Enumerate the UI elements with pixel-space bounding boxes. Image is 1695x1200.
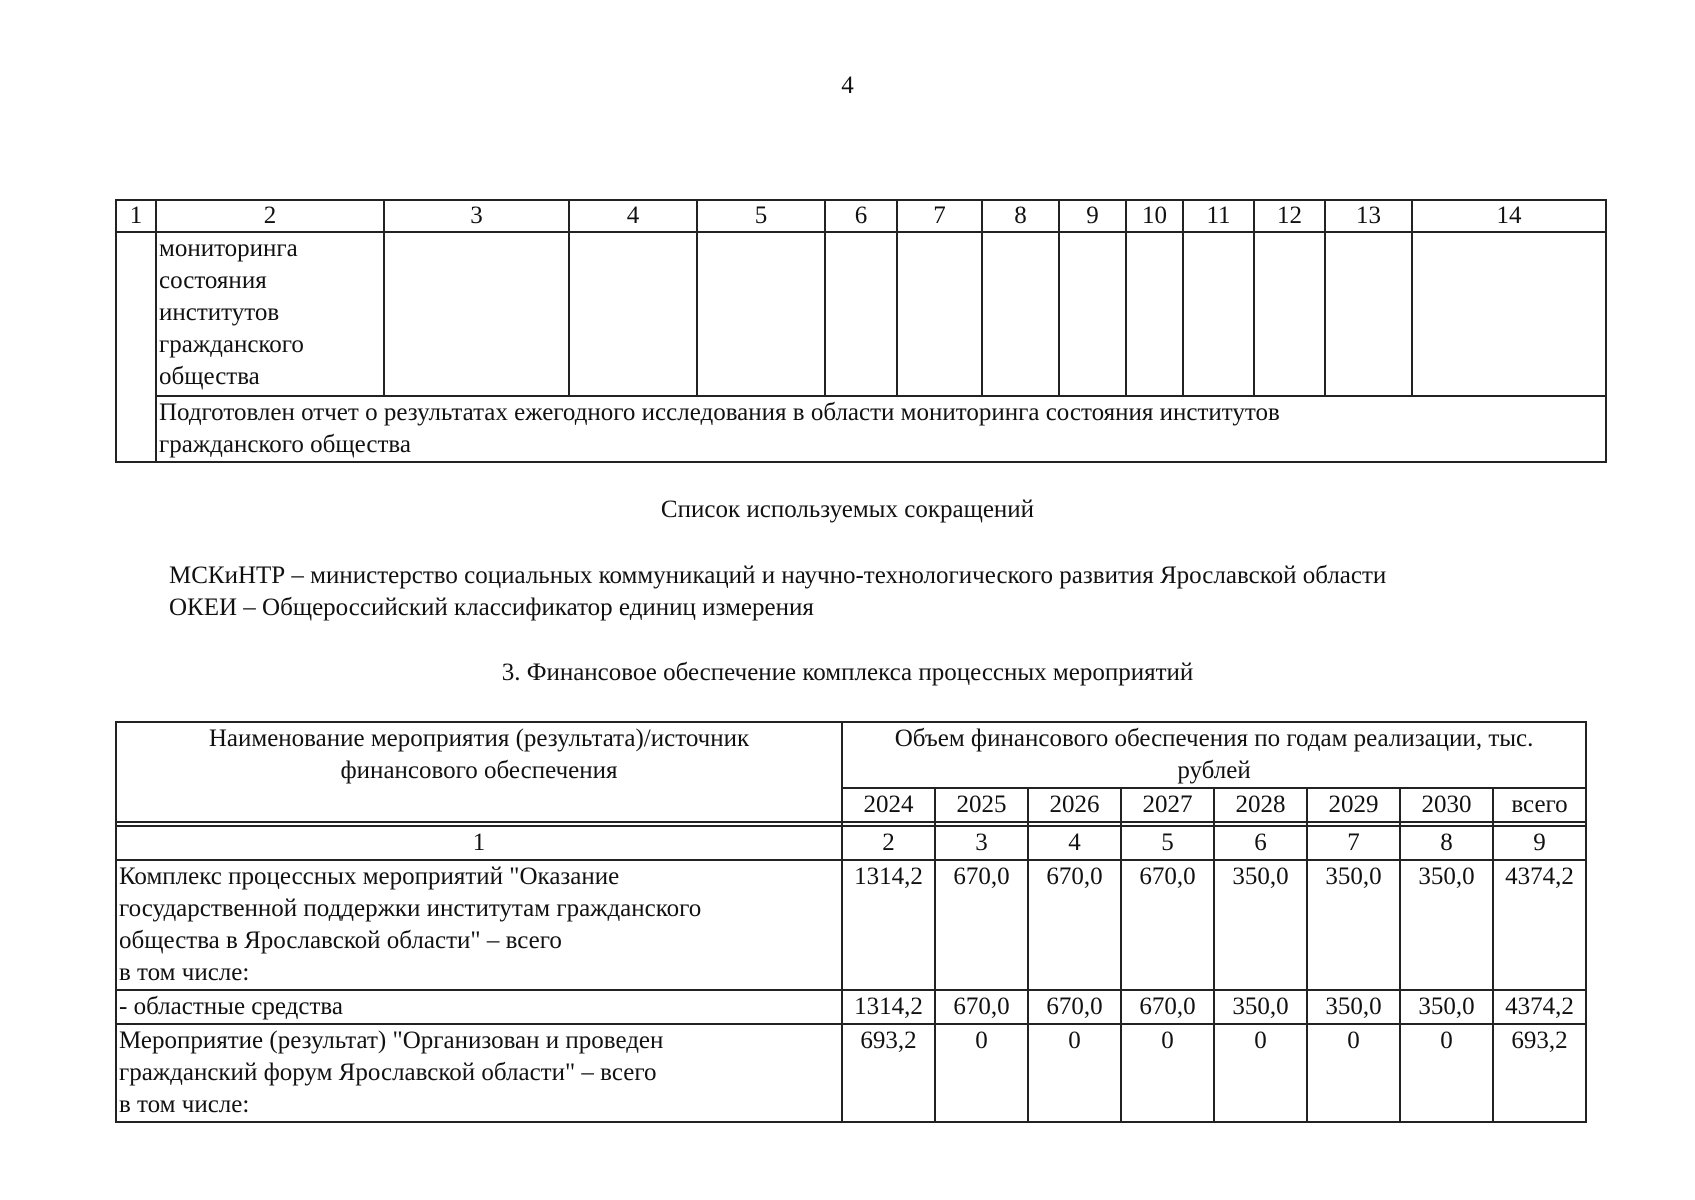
table-row (116, 232, 1606, 396)
column-number: 6 (825, 200, 897, 232)
name-header-cell: Наименование мероприятия (результата)/источник финансового обеспечения (116, 722, 842, 822)
value-cell: 670,0 (1121, 990, 1214, 1024)
column-numbers-row (116, 826, 1586, 860)
year-header: 2028 (1214, 788, 1307, 822)
abbreviations-title: Список используемых сокращений (660, 496, 1035, 523)
value-cell: 693,2 (842, 1024, 935, 1122)
results-table (115, 199, 1607, 463)
value-cell: 670,0 (1121, 860, 1214, 990)
value-cell: 0 (1121, 1024, 1214, 1122)
row-name-cell: Комплекс процессных мероприятий "Оказание государственной поддержки институтам гражданского общества в Ярославской области" – всего в том числе: (116, 860, 842, 990)
empty-cell (897, 232, 982, 396)
empty-cell (569, 232, 697, 396)
column-number: 2 (156, 200, 384, 232)
column-number: 1 (116, 200, 156, 232)
value-cell: 4374,2 (1493, 860, 1586, 990)
column-number: 4 (569, 200, 697, 232)
volume-header-cell: Объем финансового обеспечения по годам реализации, тыс. рублей (842, 722, 1586, 788)
year-header: 2029 (1307, 788, 1400, 822)
value-cell: 0 (1400, 1024, 1493, 1122)
table-header-row (116, 722, 1586, 788)
value-cell: 693,2 (1493, 1024, 1586, 1122)
result-cell: Подготовлен отчет о результатах ежегодного исследования в области мониторинга состояния институтов гражданского общества (156, 396, 1606, 462)
table-row (116, 1024, 1586, 1122)
empty-cell (1412, 232, 1606, 396)
value-cell: 350,0 (1214, 860, 1307, 990)
column-number: 10 (1126, 200, 1183, 232)
value-cell: 350,0 (1214, 990, 1307, 1024)
value-cell: 0 (935, 1024, 1028, 1122)
empty-cell (825, 232, 897, 396)
row-name-cell: Мероприятие (результат) "Организован и проведен гражданский форум Ярославской области" – всего в том числе: (116, 1024, 842, 1122)
page-number: 4 (841, 72, 854, 99)
column-number: 6 (1214, 826, 1307, 860)
column-number: 9 (1493, 826, 1586, 860)
value-cell: 0 (1028, 1024, 1121, 1122)
value-cell: 670,0 (935, 860, 1028, 990)
year-header: 2025 (935, 788, 1028, 822)
value-cell: 4374,2 (1493, 990, 1586, 1024)
value-cell: 670,0 (1028, 860, 1121, 990)
year-header: 2030 (1400, 788, 1493, 822)
column-number: 4 (1028, 826, 1121, 860)
financing-table (115, 721, 1587, 1123)
column-number: 1 (116, 826, 842, 860)
year-header: 2026 (1028, 788, 1121, 822)
value-cell: 670,0 (1028, 990, 1121, 1024)
value-cell: 350,0 (1400, 860, 1493, 990)
column-number: 7 (897, 200, 982, 232)
abbreviation-item: МСКиНТР – министерство социальных коммуникаций и научно-технологического развития Ярославской области (169, 562, 1387, 589)
empty-cell (1254, 232, 1325, 396)
column-number: 3 (935, 826, 1028, 860)
column-number: 13 (1325, 200, 1412, 232)
empty-cell (1059, 232, 1126, 396)
empty-cell (1325, 232, 1412, 396)
section-title: 3. Финансовое обеспечение комплекса процессных мероприятий (501, 659, 1194, 686)
column-number: 9 (1059, 200, 1126, 232)
empty-cell (1183, 232, 1254, 396)
column-number: 12 (1254, 200, 1325, 232)
table-row (116, 396, 1606, 462)
value-cell: 1314,2 (842, 990, 935, 1024)
table-row (116, 990, 1586, 1024)
value-cell: 350,0 (1400, 990, 1493, 1024)
empty-cell (1126, 232, 1183, 396)
table-header-row (116, 200, 1606, 232)
empty-cell (116, 232, 156, 462)
value-cell: 1314,2 (842, 860, 935, 990)
column-number: 8 (982, 200, 1059, 232)
column-number: 5 (697, 200, 825, 232)
value-cell: 0 (1307, 1024, 1400, 1122)
empty-cell (697, 232, 825, 396)
column-number: 2 (842, 826, 935, 860)
value-cell: 350,0 (1307, 860, 1400, 990)
column-number: 8 (1400, 826, 1493, 860)
column-number: 14 (1412, 200, 1606, 232)
row-name-cell: - областные средства (116, 990, 842, 1024)
row-name-cell: мониторинга состояния институтов гражданского общества (156, 232, 384, 396)
year-header: всего (1493, 788, 1586, 822)
table-row (116, 860, 1586, 990)
abbreviation-item: ОКЕИ – Общероссийский классификатор единиц измерения (169, 594, 814, 621)
empty-cell (384, 232, 569, 396)
value-cell: 350,0 (1307, 990, 1400, 1024)
value-cell: 670,0 (935, 990, 1028, 1024)
column-number: 11 (1183, 200, 1254, 232)
column-number: 7 (1307, 826, 1400, 860)
column-number: 3 (384, 200, 569, 232)
year-header: 2027 (1121, 788, 1214, 822)
column-number: 5 (1121, 826, 1214, 860)
value-cell: 0 (1214, 1024, 1307, 1122)
year-header: 2024 (842, 788, 935, 822)
empty-cell (982, 232, 1059, 396)
